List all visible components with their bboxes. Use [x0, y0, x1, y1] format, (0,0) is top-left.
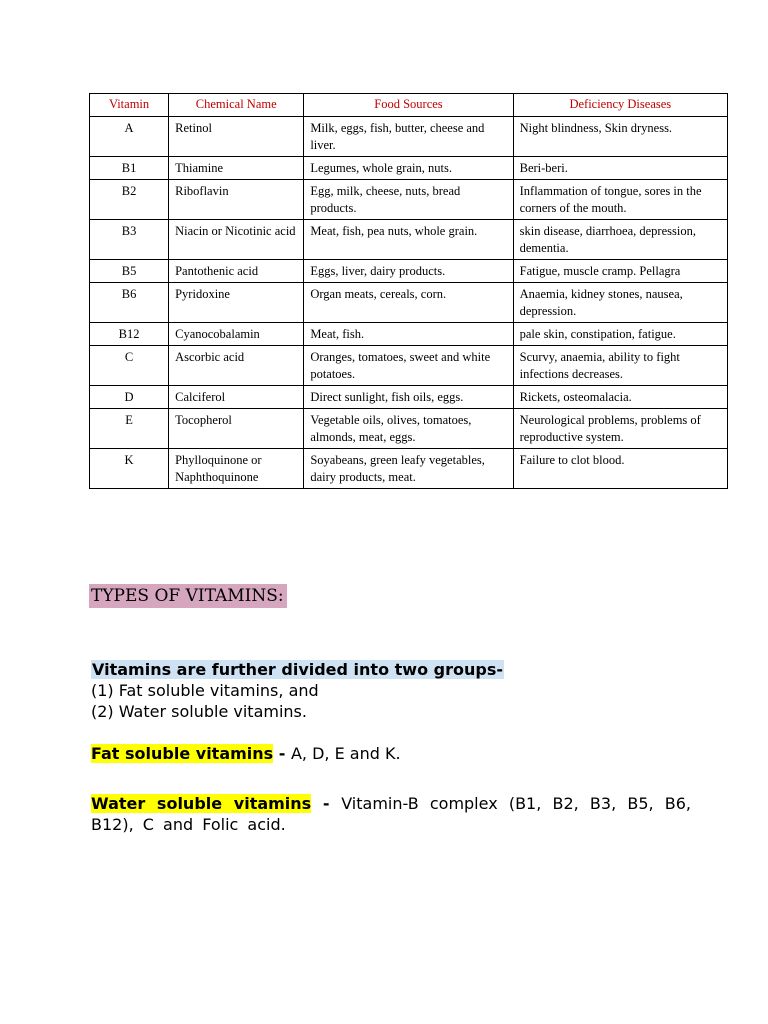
cell-food-sources: Egg, milk, cheese, nuts, bread products.: [304, 180, 513, 220]
cell-deficiency-diseases: pale skin, constipation, fatigue.: [513, 323, 727, 346]
cell-food-sources: Soyabeans, green leafy vegetables, dairy products, meat.: [304, 449, 513, 489]
cell-vitamin: D: [90, 386, 169, 409]
cell-food-sources: Milk, eggs, fish, butter, cheese and liver.: [304, 117, 513, 157]
header-deficiency-diseases: Deficiency Diseases: [513, 94, 727, 117]
table-row: [90, 180, 728, 220]
cell-vitamin: C: [90, 346, 169, 386]
table-row: [90, 449, 728, 489]
cell-chemical-name: Niacin or Nicotinic acid: [169, 220, 304, 260]
cell-food-sources: Meat, fish.: [304, 323, 513, 346]
cell-deficiency-diseases: Rickets, osteomalacia.: [513, 386, 727, 409]
table-header-row: [90, 94, 728, 117]
cell-food-sources: Vegetable oils, olives, tomatoes, almonds, meat, eggs.: [304, 409, 513, 449]
water-soluble-line: [91, 793, 691, 835]
table-row: [90, 409, 728, 449]
vitamin-groups-block: [91, 659, 711, 722]
cell-chemical-name: Pantothenic acid: [169, 260, 304, 283]
fat-soluble-separator: -: [273, 744, 291, 763]
table-row: [90, 283, 728, 323]
cell-deficiency-diseases: Night blindness, Skin dryness.: [513, 117, 727, 157]
cell-deficiency-diseases: Fatigue, muscle cramp. Pellagra: [513, 260, 727, 283]
table-row: [90, 346, 728, 386]
cell-deficiency-diseases: Failure to clot blood.: [513, 449, 727, 489]
cell-chemical-name: Phylloquinone or Naphthoquinone: [169, 449, 304, 489]
cell-food-sources: Meat, fish, pea nuts, whole grain.: [304, 220, 513, 260]
cell-chemical-name: Retinol: [169, 117, 304, 157]
cell-vitamin: B6: [90, 283, 169, 323]
header-chemical-name: Chemical Name: [169, 94, 304, 117]
cell-deficiency-diseases: Beri-beri.: [513, 157, 727, 180]
fat-soluble-line: [91, 743, 711, 764]
fat-soluble-label: Fat soluble vitamins: [91, 744, 274, 763]
vitamins-table: [89, 93, 728, 489]
cell-vitamin: B12: [90, 323, 169, 346]
cell-chemical-name: Riboflavin: [169, 180, 304, 220]
cell-vitamin: B1: [90, 157, 169, 180]
cell-chemical-name: Cyanocobalamin: [169, 323, 304, 346]
table-row: [90, 386, 728, 409]
cell-vitamin: K: [90, 449, 169, 489]
table-row: [90, 220, 728, 260]
group-item-fat: (1) Fat soluble vitamins, and: [91, 681, 319, 700]
cell-vitamin: B5: [90, 260, 169, 283]
cell-vitamin: B3: [90, 220, 169, 260]
cell-chemical-name: Pyridoxine: [169, 283, 304, 323]
water-soluble-separator: -: [311, 794, 342, 813]
fat-soluble-list: A, D, E and K.: [290, 744, 401, 763]
cell-food-sources: Organ meats, cereals, corn.: [304, 283, 513, 323]
types-of-vitamins-heading: TYPES OF VITAMINS:: [89, 584, 287, 608]
groups-intro: Vitamins are further divided into two groups-: [92, 660, 503, 679]
cell-chemical-name: Calciferol: [169, 386, 304, 409]
water-soluble-label: Water soluble vitamins: [91, 794, 312, 813]
header-vitamin: Vitamin: [90, 94, 169, 117]
group-item-water: (2) Water soluble vitamins.: [91, 702, 307, 721]
cell-deficiency-diseases: skin disease, diarrhoea, depression, dementia.: [513, 220, 727, 260]
cell-food-sources: Direct sunlight, fish oils, eggs.: [304, 386, 513, 409]
cell-chemical-name: Thiamine: [169, 157, 304, 180]
table-row: [90, 260, 728, 283]
cell-deficiency-diseases: Inflammation of tongue, sores in the corners of the mouth.: [513, 180, 727, 220]
cell-food-sources: Oranges, tomatoes, sweet and white potatoes.: [304, 346, 513, 386]
cell-chemical-name: Ascorbic acid: [169, 346, 304, 386]
table-row: [90, 157, 728, 180]
cell-deficiency-diseases: Neurological problems, problems of reproductive system.: [513, 409, 727, 449]
water-soluble-list: Vitamin-B complex (B1, B2, B3, B5, B6, B12), C and Folic acid.: [91, 794, 692, 834]
cell-deficiency-diseases: Anaemia, kidney stones, nausea, depression.: [513, 283, 727, 323]
cell-food-sources: Legumes, whole grain, nuts.: [304, 157, 513, 180]
header-food-sources: Food Sources: [304, 94, 513, 117]
cell-vitamin: B2: [90, 180, 169, 220]
table-row: [90, 323, 728, 346]
cell-vitamin: E: [90, 409, 169, 449]
table-row: [90, 117, 728, 157]
cell-chemical-name: Tocopherol: [169, 409, 304, 449]
cell-food-sources: Eggs, liver, dairy products.: [304, 260, 513, 283]
cell-deficiency-diseases: Scurvy, anaemia, ability to fight infections decreases.: [513, 346, 727, 386]
cell-vitamin: A: [90, 117, 169, 157]
